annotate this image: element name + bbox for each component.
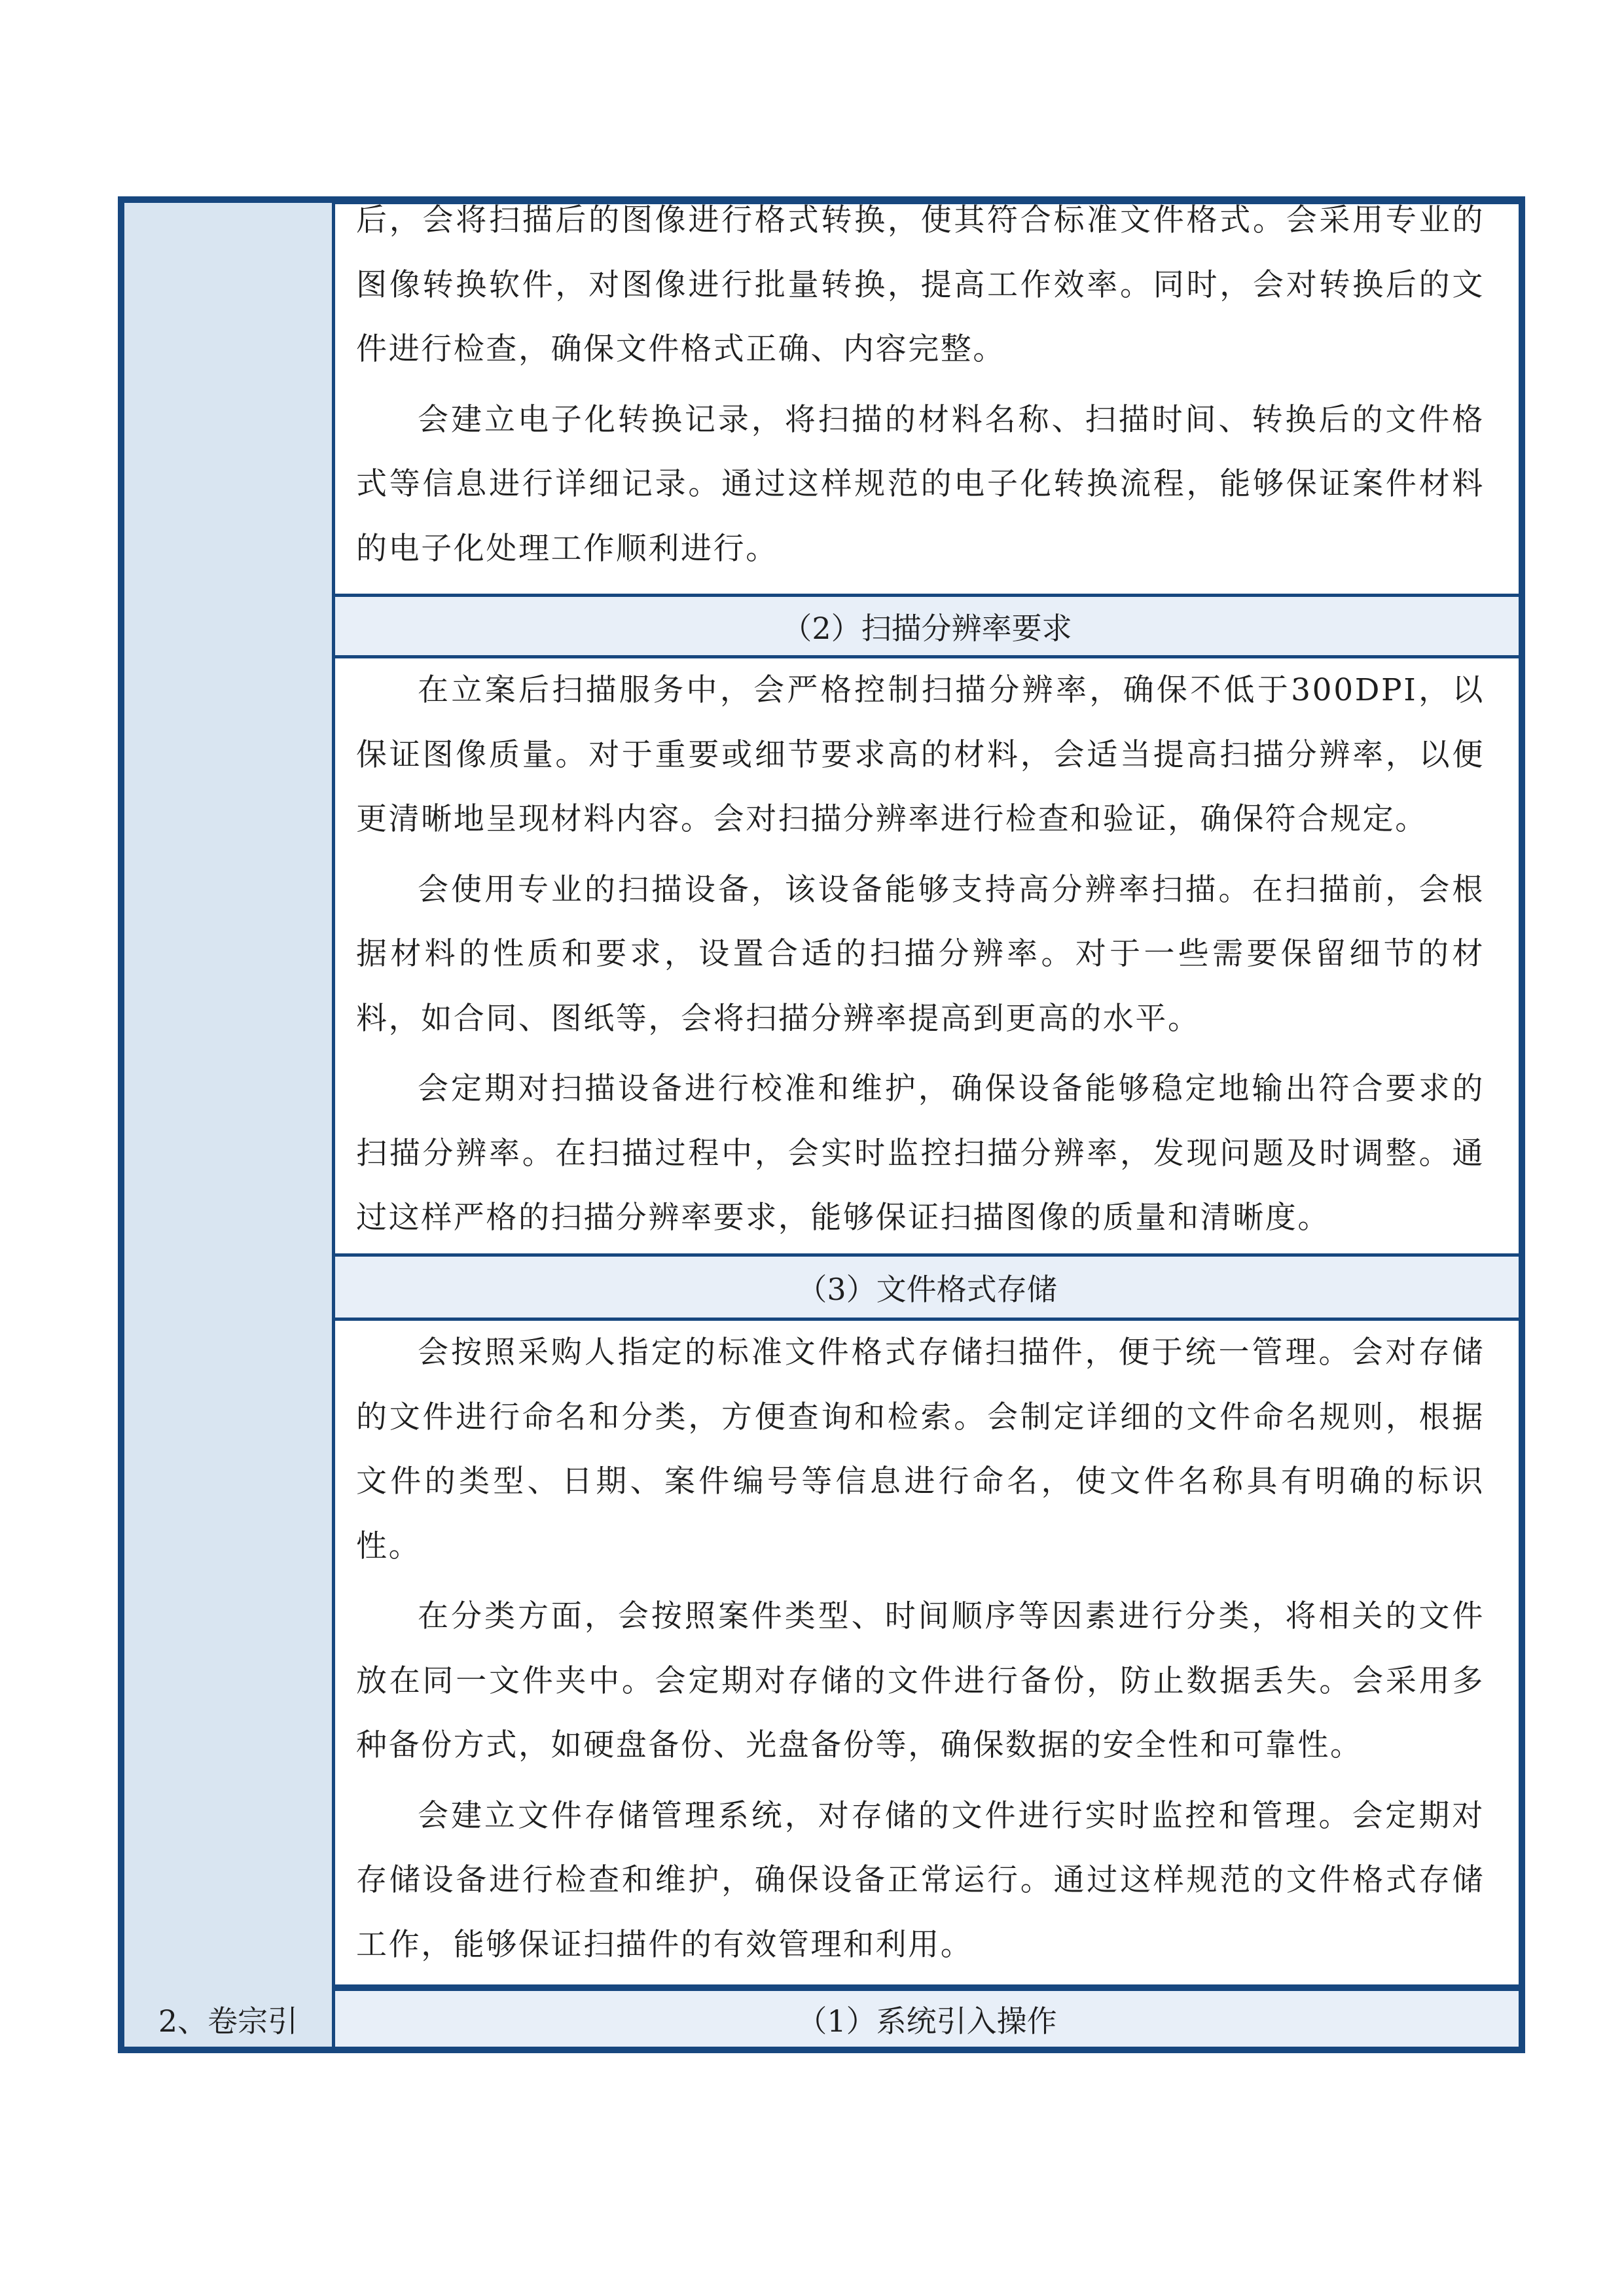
paragraph: 会建立电子化转换记录，将扫描的材料名称、扫描时间、转换后的文件格式等信息进行详细记录。通过这样规范的电子化转换流程，能够保证案件材料的电子化处理工作顺利进行。 <box>356 401 1485 567</box>
paragraph: 会定期对扫描设备进行校准和维护，确保设备能够稳定地输出符合要求的扫描分辨率。在扫描过程中，会实时监控扫描分辨率，发现问题及时调整。通过这样严格的扫描分辨率要求，能够保证扫描图像的质量和清晰度。 <box>356 1071 1485 1236</box>
content-table <box>118 196 1525 2053</box>
paragraph: 后，会将扫描后的图像进行格式转换，使其符合标准文件格式。会采用专业的图像转换软件，对图像进行批量转换，提高工作效率。同时，会对转换后的文件进行检查，确保文件格式正确、内容完整。 <box>356 204 1485 367</box>
body-cell-storage <box>335 1321 1519 1984</box>
paragraph: 会使用专业的扫描设备，该设备能够支持高分辨率扫描。在扫描前，会根据材料的性质和要求，设置合适的扫描分辨率。对于一些需要保留细节的材料，如合同、图纸等，会将扫描分辨率提高到更高的水平。 <box>356 871 1485 1037</box>
paragraph: 在立案后扫描服务中，会严格控制扫描分辨率，确保不低于300DPI，以保证图像质量。对于重要或细节要求高的材料，会适当提高扫描分辨率，以便更清晰地呈现材料内容。会对扫描分辨率进行检查和验证，确保符合规定。 <box>356 672 1485 837</box>
section-header-system-import: （1）系统引入操作 <box>335 1991 1519 2047</box>
section-header-storage: （3）文件格式存储 <box>335 1257 1519 1318</box>
paragraph: 会建立文件存储管理系统，对存储的文件进行实时监控和管理。会定期对存储设备进行检查和维护，确保设备正常运行。通过这样规范的文件格式存储工作，能够保证扫描件的有效管理和利用。 <box>356 1797 1485 1963</box>
section-header-resolution: （2）扫描分辨率要求 <box>335 597 1519 655</box>
paragraph: 在分类方面，会按照案件类型、时间顺序等因素进行分类，将相关的文件放在同一文件夹中。会定期对存储的文件进行备份，防止数据丢失。会采用多种备份方式，如硬盘备份、光盘备份等，确保数据的安全性和可靠性。 <box>356 1598 1485 1763</box>
row-label-dossier: 2、卷宗引 <box>124 1991 332 2047</box>
paragraph: 会按照采购人指定的标准文件格式存储扫描件，便于统一管理。会对存储的文件进行命名和分类，方便查询和检索。会制定详细的文件命名规则，根据文件的类型、日期、案件编号等信息进行命名，使文件名称具有明确的标识性。 <box>356 1335 1485 1564</box>
body-cell-conversion <box>335 204 1519 594</box>
body-cell-resolution <box>335 658 1519 1253</box>
left-column-cell <box>124 203 332 1991</box>
